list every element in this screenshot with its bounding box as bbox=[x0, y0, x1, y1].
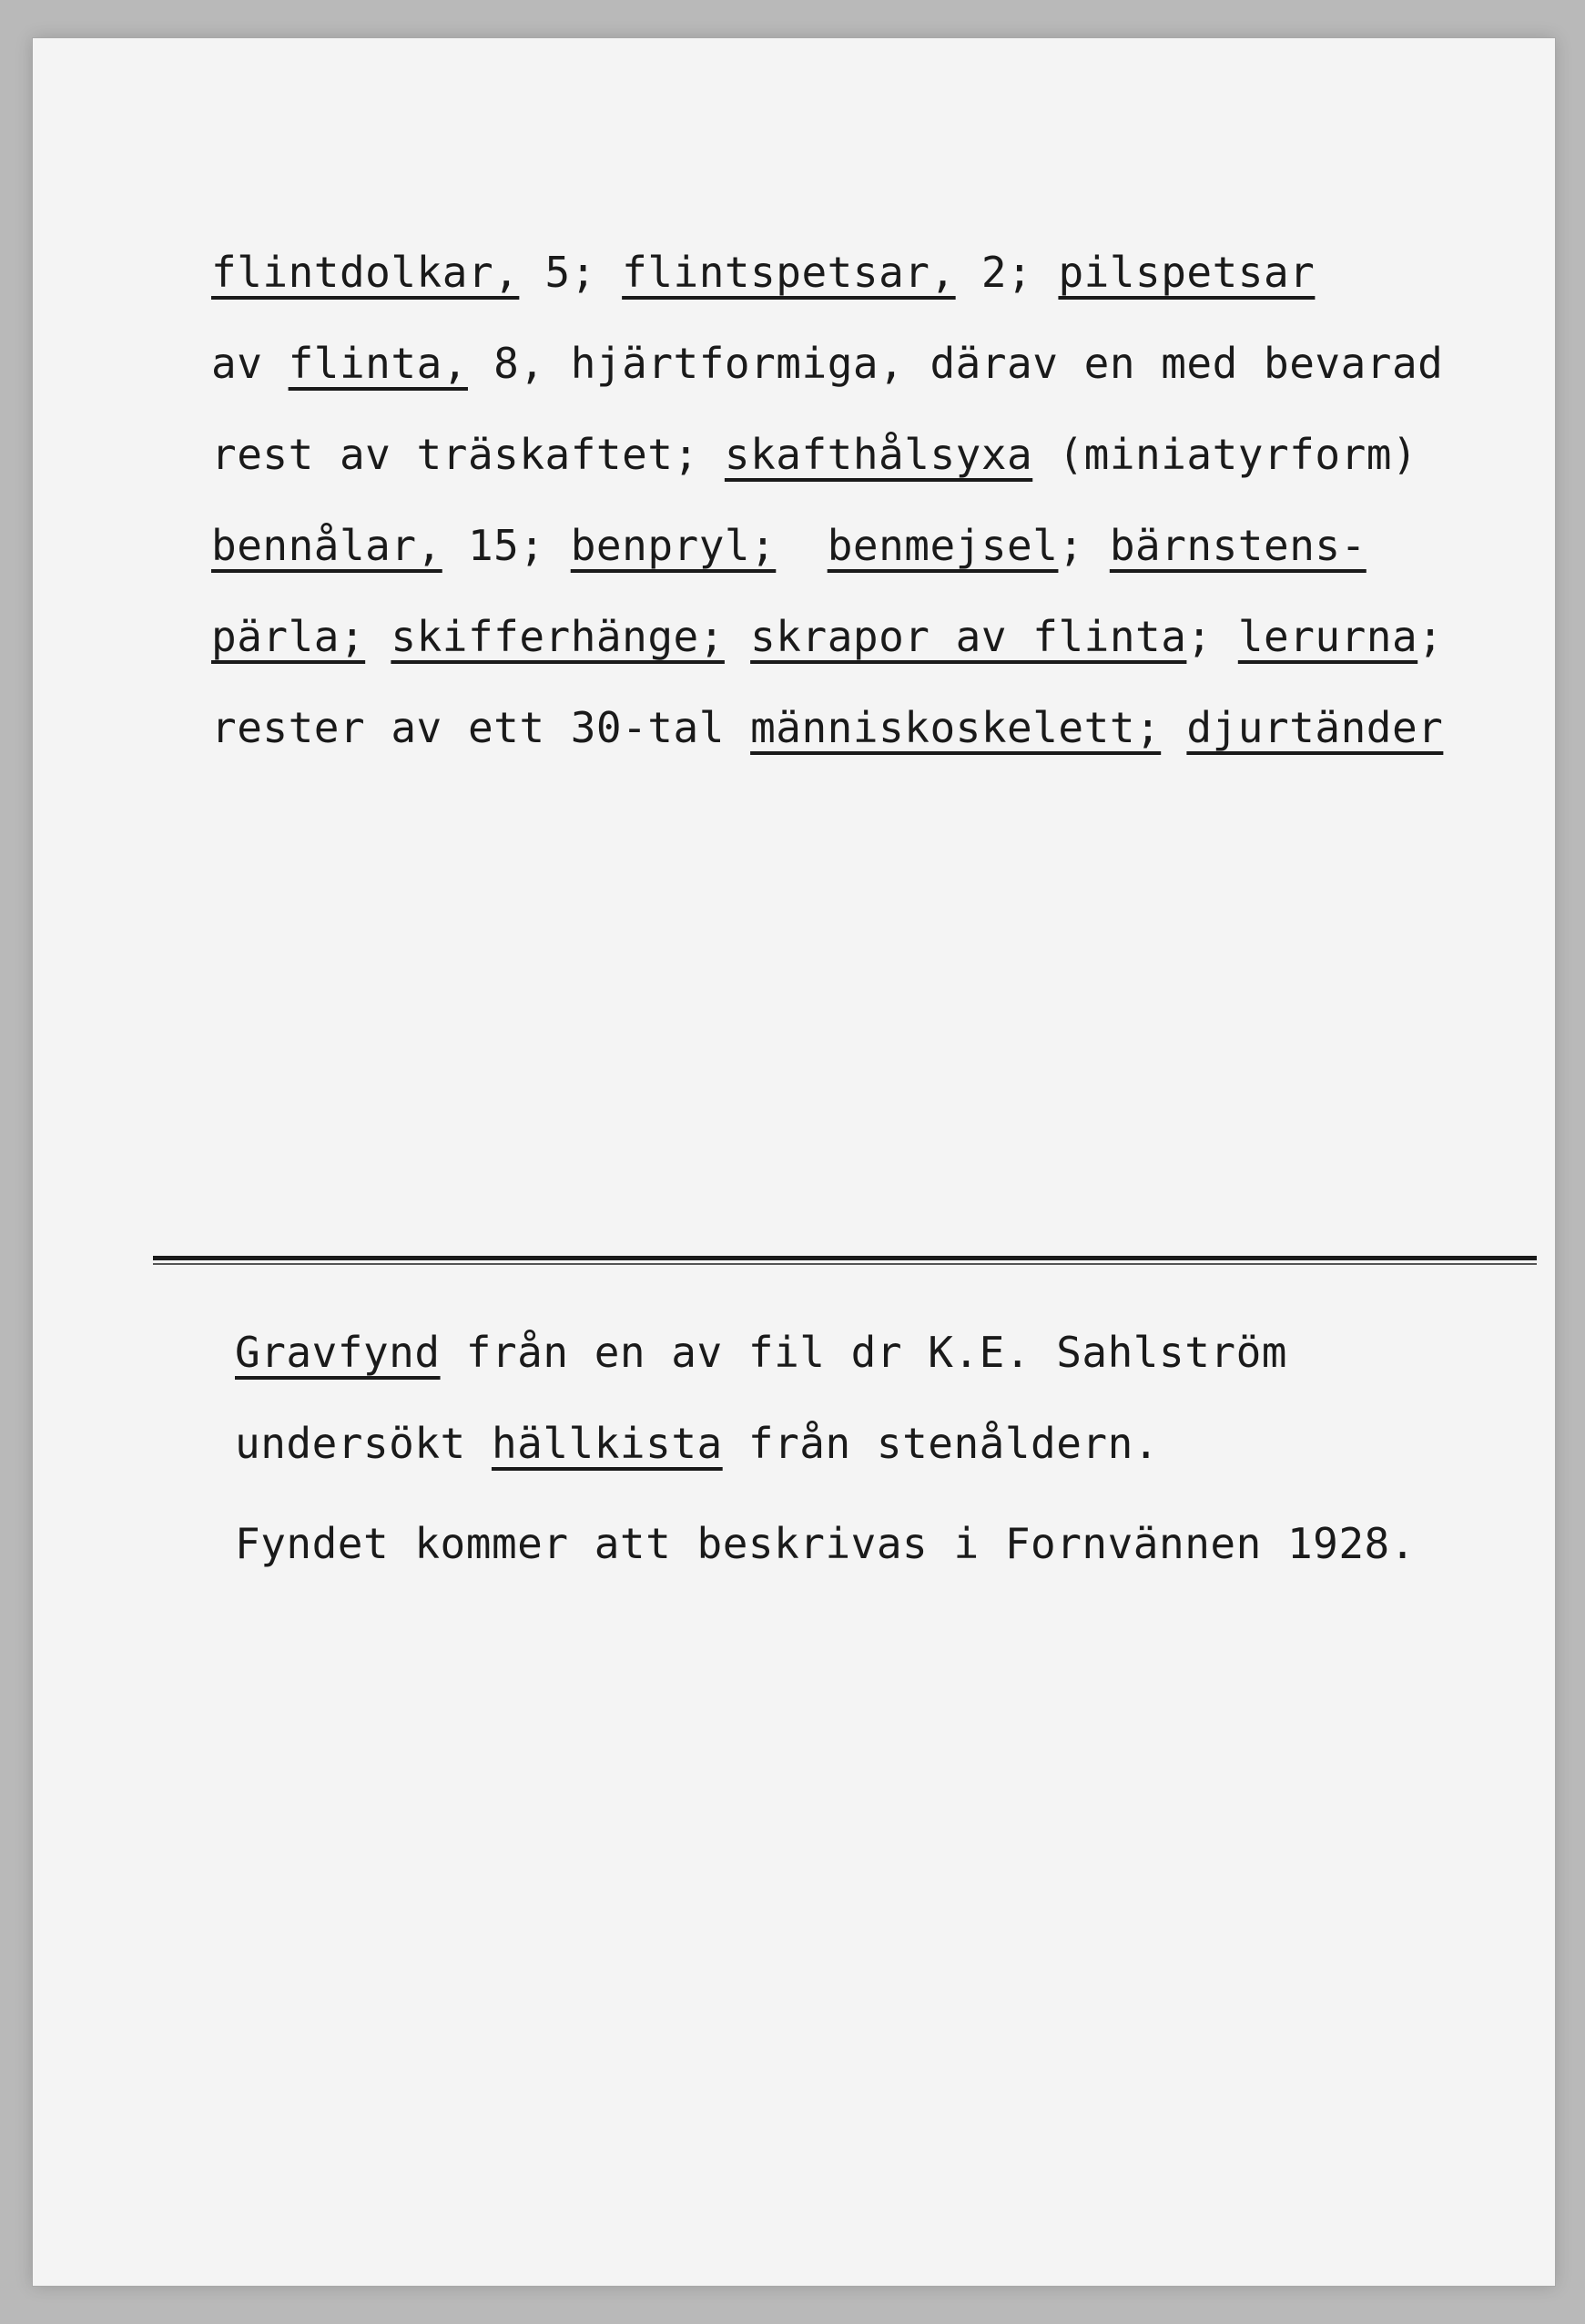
underlined-term: skrapor av flinta bbox=[750, 612, 1187, 661]
find-list-line bbox=[211, 430, 1417, 479]
find-list-line bbox=[211, 339, 1443, 388]
underlined-term: djurtänder bbox=[1186, 703, 1444, 752]
text-segment: rester av ett 30-tal bbox=[211, 703, 751, 752]
find-list-line bbox=[211, 703, 1443, 752]
text-segment: 8, hjärtformiga, därav en med bevarad bbox=[467, 339, 1444, 388]
underlined-term: pärla; bbox=[211, 612, 366, 661]
find-note-line bbox=[235, 1328, 1287, 1377]
underlined-term: hällkista bbox=[491, 1419, 723, 1468]
text-segment bbox=[365, 612, 391, 661]
underlined-term: bennålar, bbox=[211, 521, 442, 570]
underlined-term: benpryl; bbox=[570, 521, 777, 570]
text-segment: från stenåldern. bbox=[722, 1419, 1160, 1468]
text-segment: ; bbox=[1186, 612, 1238, 661]
underlined-term: lerurna bbox=[1237, 612, 1418, 661]
find-note-line bbox=[235, 1419, 1159, 1468]
text-segment: (miniatyrform) bbox=[1032, 430, 1418, 479]
underlined-term: flintdolkar, bbox=[211, 248, 520, 297]
underlined-term: Gravfynd bbox=[235, 1328, 441, 1377]
text-segment: 15; bbox=[442, 521, 571, 570]
text-segment bbox=[776, 521, 827, 570]
underlined-term: benmejsel bbox=[827, 521, 1059, 570]
text-segment: ; bbox=[1058, 521, 1110, 570]
text-segment: undersökt bbox=[235, 1419, 492, 1468]
find-list-line bbox=[211, 521, 1367, 570]
text-segment: Fyndet kommer att beskrivas i Fornvännen 1928. bbox=[235, 1519, 1416, 1568]
divider-line bbox=[153, 1256, 1537, 1260]
find-list-line bbox=[211, 248, 1315, 297]
text-segment: 5; bbox=[519, 248, 623, 297]
underlined-term: flintspetsar, bbox=[622, 248, 956, 297]
underlined-term: skifferhänge; bbox=[391, 612, 725, 661]
divider-line-thin bbox=[153, 1263, 1537, 1265]
text-segment: av bbox=[211, 339, 289, 388]
text-segment: rest av träskaftet; bbox=[211, 430, 725, 479]
find-list-line bbox=[211, 612, 1443, 661]
text-segment bbox=[725, 612, 750, 661]
text-segment bbox=[1161, 703, 1186, 752]
underlined-term: bärnstens- bbox=[1109, 521, 1367, 570]
underlined-term: pilspetsar bbox=[1058, 248, 1316, 297]
text-segment: ; bbox=[1417, 612, 1444, 661]
find-note-line bbox=[235, 1519, 1416, 1568]
text-segment: 2; bbox=[955, 248, 1059, 297]
underlined-term: skafthålsyxa bbox=[724, 430, 1033, 479]
text-segment: från en av fil dr K.E. Sahlström bbox=[440, 1328, 1287, 1377]
underlined-term: flinta, bbox=[288, 339, 468, 388]
underlined-term: människoskelett; bbox=[750, 703, 1162, 752]
